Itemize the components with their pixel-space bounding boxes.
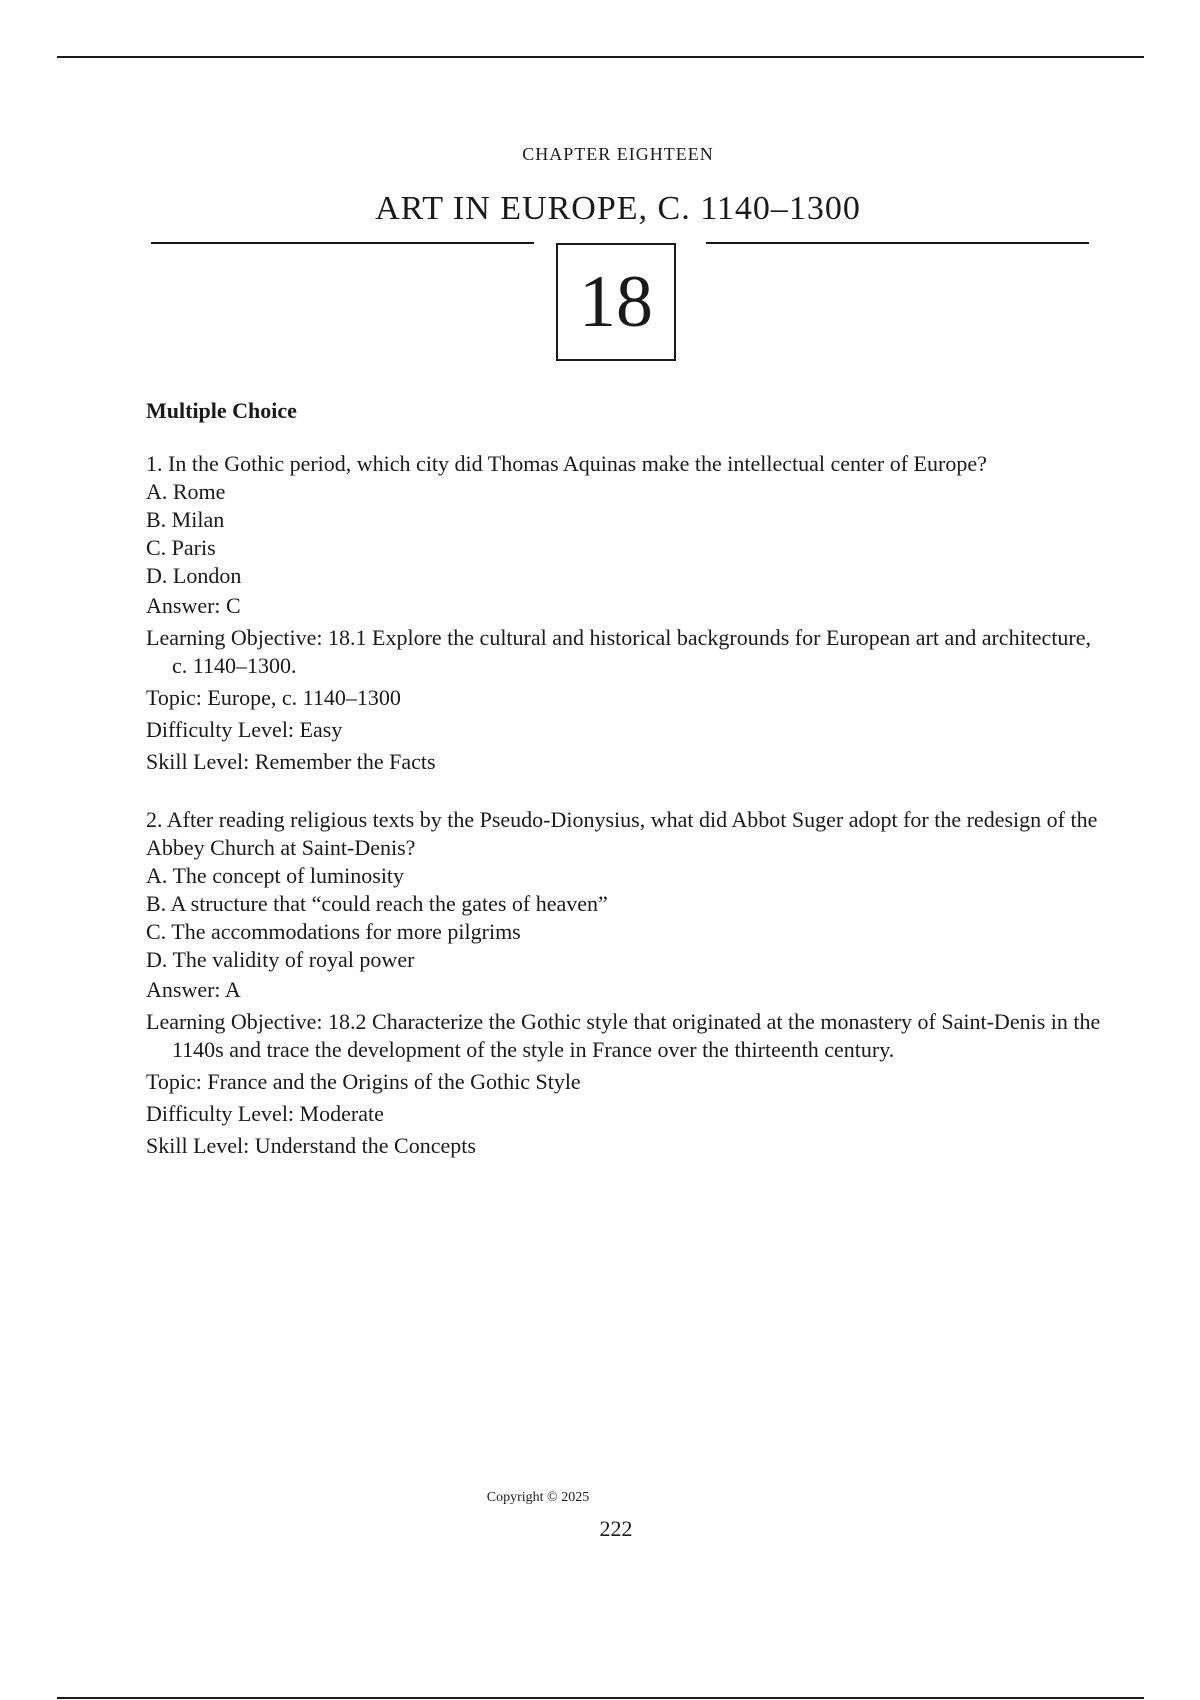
- option-a: A. The concept of luminosity: [146, 863, 405, 888]
- chapter-number: 18: [579, 261, 653, 343]
- page-content: [146, 398, 1106, 1190]
- difficulty-level: Difficulty Level: Moderate: [146, 1101, 384, 1126]
- top-rule: [57, 56, 1144, 58]
- bottom-rule: [57, 1697, 1144, 1699]
- option-c: C. Paris: [146, 535, 216, 560]
- page-number: 222: [599, 1516, 633, 1541]
- topic: Topic: Europe, c. 1140–1300: [146, 685, 401, 710]
- learning-objective: Learning Objective: 18.1 Explore the cultural and historical backgrounds for European art and architecture, c. 1140–1300.: [146, 625, 1092, 678]
- question-text: 2. After reading religious texts by the Pseudo-Dionysius, what did Abbot Suger adopt for the redesign of the Abbey Church at Saint-Denis?: [146, 807, 1098, 860]
- option-c: C. The accommodations for more pilgrims: [146, 919, 521, 944]
- option-d: D. London: [146, 563, 242, 588]
- option-b: B. A structure that “could reach the gates of heaven”: [146, 891, 608, 916]
- question-text: 1. In the Gothic period, which city did Thomas Aquinas make the intellectual center of Europe?: [146, 451, 987, 476]
- topic: Topic: France and the Origins of the Gothic Style: [146, 1069, 581, 1094]
- chapter-number-box: [556, 243, 676, 361]
- title-rule-right: [706, 242, 1089, 244]
- option-d: D. The validity of royal power: [146, 947, 415, 972]
- skill-level: Skill Level: Understand the Concepts: [146, 1133, 476, 1158]
- question-1: [146, 450, 1106, 776]
- skill-level: Skill Level: Remember the Facts: [146, 749, 436, 774]
- option-b: B. Milan: [146, 507, 225, 532]
- section-heading: Multiple Choice: [146, 398, 297, 423]
- chapter-label: CHAPTER EIGHTEEN: [522, 144, 714, 164]
- question-2: [146, 806, 1106, 1160]
- answer: Answer: A: [146, 977, 241, 1002]
- title-rule-left: [151, 242, 534, 244]
- learning-objective: Learning Objective: 18.2 Characterize the Gothic style that originated at the monastery of Saint-Denis in the 1140s and trace the development of the style in France over the thirteenth century.: [146, 1009, 1101, 1062]
- option-a: A. Rome: [146, 479, 226, 504]
- difficulty-level: Difficulty Level: Easy: [146, 717, 343, 742]
- chapter-title: ART IN EUROPE, C. 1140–1300: [375, 190, 861, 227]
- copyright-notice: Copyright © 2025: [486, 1490, 590, 1505]
- answer: Answer: C: [146, 593, 241, 618]
